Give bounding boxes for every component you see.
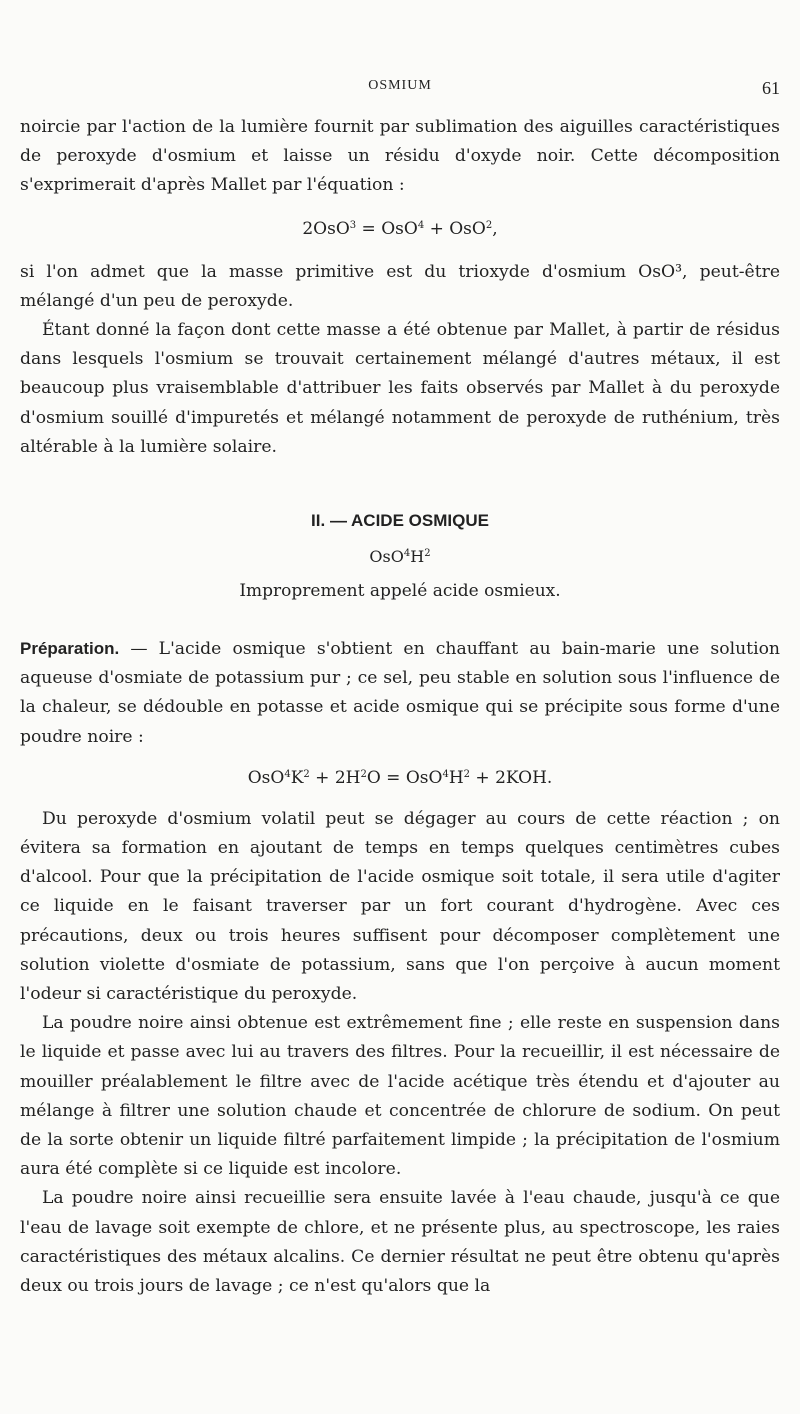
section-subtitle: Improprement appelé acide osmieux.	[239, 581, 561, 602]
running-title: OSMIUM	[368, 78, 432, 93]
section-formula: $OsO^4H^2$	[369, 547, 431, 567]
paragraph-continued: noircie par l'action de la lumière fournit par sublimation des aiguilles caractéristiques de peroxyde d'osmium et laisse un résidu d'oxyde noir. Cette décomposition s'exprimerait d'après Mallet par l'équation :	[20, 117, 780, 196]
preparation-label: Préparation.	[20, 639, 120, 659]
paragraph-preparation	[20, 634, 780, 752]
paragraph-peroxyde-volatil: Du peroxyde d'osmium volatil peut se dégager au cours de cette réaction ; on évitera sa formation en ajoutant de temps en temps quelques centimètres cubes d'alcool. Pour que la précipitation de l'acide osmique soit totale, il sera utile d'agiter ce liquide en le faisant traverser par un fort courant d'hydrogène. Avec ces précautions, deux ou trois heures suffisent pour décomposer complètement une solution violette d'osmiate de potassium, sans que l'on perçoive à aucun moment l'odeur si caractéristique du peroxyde.	[20, 808, 780, 1005]
running-head	[0, 78, 800, 100]
page-body	[20, 113, 780, 1301]
preparation-text: — L'acide osmique s'obtient en chauffant au bain-marie une solution aqueuse d'osmiate de potassium pur ; ce sel, peu stable en solution sous l'influence de la chaleur, se dédouble en potasse et acide osmique qui se précipite sous forme d'une poudre noire :	[20, 639, 780, 747]
paragraph-trioxyde: si l'on admet que la masse primitive est du trioxyde d'osmium OsO³, peut-être mélangé d'un peu de peroxyde.	[20, 261, 780, 311]
page-number: 61	[762, 78, 780, 98]
paragraph-poudre-fine: La poudre noire ainsi obtenue est extrêmement fine ; elle reste en suspension dans le liquide et passe avec lui au travers des filtres. Pour la recueillir, il est nécessaire de mouiller préalablement le filtre avec de l'acide acétique très étendu et d'ajouter au mélange à filtrer une solution chaude et concentrée de chlorure de sodium. On peut de la sorte obtenir un liquide filtré parfaitement limpide ; la précipitation de l'osmium aura été complète si ce liquide est incolore.	[20, 1013, 780, 1180]
equation-preparation: $OsO^4K^2 + 2H^2O = OsO^4H^2 + 2KOH$.	[247, 767, 553, 788]
paragraph-lavage: La poudre noire ainsi recueillie sera ensuite lavée à l'eau chaude, jusqu'à ce que l'eau de lavage soit exempte de chlore, et ne présente plus, au spectroscope, les raies caractéristiques des métaux alcalins. Ce dernier résultat ne peut être obtenu qu'après deux ou trois jours de lavage ; ce n'est qu'alors que la	[20, 1188, 780, 1297]
equation-decomposition: 2OsO$^3$ = OsO$^4$ + OsO$^2$,	[302, 218, 498, 239]
section-title: II. — ACIDE OSMIQUE	[311, 511, 489, 531]
paragraph-mallet: Étant donné la façon dont cette masse a été obtenue par Mallet, à partir de résidus dans lesquels l'osmium se trouvait certainement mélangé d'autres métaux, il est beaucoup plus vraisemblable d'attribuer les faits observés par Mallet à du peroxyde d'osmium souillé d'impuretés et mélangé notamment de peroxyde de ruthénium, très altérable à la lumière solaire.	[20, 320, 780, 457]
